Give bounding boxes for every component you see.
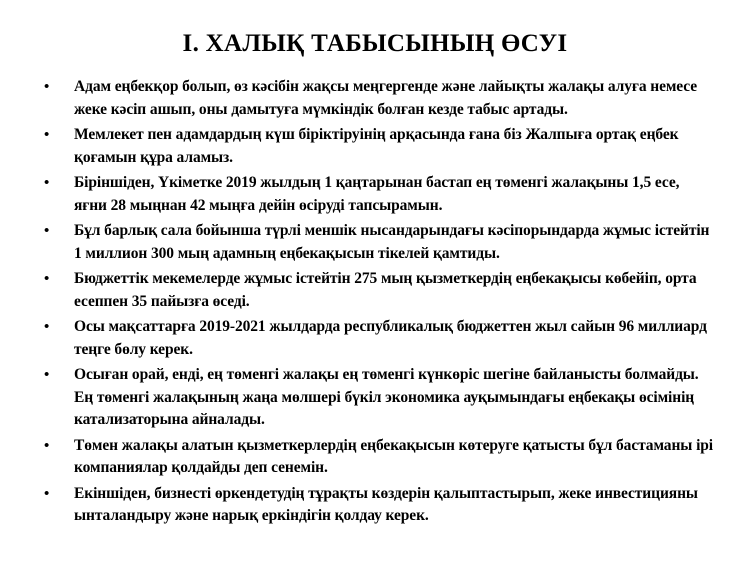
bullet-text: Төмен жалақы алатын қызметкерлердің еңбекақысын көтеруге қатысты бұл бастаманы ірі компаниялар қолдайды деп сенемін. xyxy=(74,436,714,476)
list-item xyxy=(40,483,715,528)
list-item xyxy=(40,172,715,217)
bullet-icon: • xyxy=(44,223,50,239)
bullet-icon: • xyxy=(44,485,50,502)
bullet-icon: • xyxy=(44,271,50,287)
list-item xyxy=(40,268,715,313)
bullet-text: Адам еңбекқор болып, өз кәсібін жақсы меңгергенде және лайықты жалақы алуға немесе жеке кәсіп ашып, оны дамытуға мүмкіндік болған кезде табыс артады. xyxy=(74,78,698,118)
bullet-icon: • xyxy=(44,79,50,95)
bullet-icon: • xyxy=(44,367,50,383)
list-item xyxy=(40,435,715,480)
bullet-icon: • xyxy=(44,175,50,191)
bullet-icon: • xyxy=(44,437,50,454)
list-item xyxy=(40,124,715,169)
bullet-text: Осы мақсаттарға 2019-2021 жылдарда республикалық бюджеттен жыл сайын 96 миллиард теңге бөлу керек. xyxy=(74,318,707,358)
list-item xyxy=(40,220,715,265)
bullet-text: Мемлекет пен адамдардың күш біріктіруінің арқасында ғана біз Жалпыға ортақ еңбек қоғамын құра аламыз. xyxy=(74,126,679,166)
bullet-text: Біріншіден, Үкіметке 2019 жылдың 1 қаңтарынан бастап ең төменгі жалақыны 1,5 есе, яғни 28 мыңнан 42 мыңға дейін өсіруді тапсырамын. xyxy=(74,174,680,214)
list-item xyxy=(40,76,715,121)
bullet-text: Екіншіден, бизнесті өркендетудің тұрақты көздерін қалыптастырып, жеке инвестицияны ынталандыру және нарық еркіндігін қолдау керек. xyxy=(74,484,698,524)
bullet-list xyxy=(40,76,715,531)
bullet-text: Бұл барлық сала бойынша түрлі меншік нысандарындағы кәсіпорындарда жұмыс істейтін 1 миллион 300 мың адамның еңбекақысын тікелей қамтиды. xyxy=(74,222,710,262)
bullet-text: Бюджеттік мекемелерде жұмыс істейтін 275 мың қызметкердің еңбекақысы көбейіп, орта есеппен 35 пайызға өседі. xyxy=(74,270,697,310)
list-item xyxy=(40,364,715,432)
bullet-text: Осыған орай, енді, ең төменгі жалақы ең төменгі күнкөріс шегіне байланысты болмайды. Ең төменгі жалақының жаңа мөлшері бүкіл экономика ауқымындағы еңбекақы өсімінің катализаторына айналады. xyxy=(74,366,699,428)
bullet-icon: • xyxy=(44,319,50,335)
bullet-icon: • xyxy=(44,127,50,143)
slide-title: І. ХАЛЫҚ ТАБЫСЫНЫҢ ӨСУІ xyxy=(182,30,568,57)
list-item xyxy=(40,316,715,361)
